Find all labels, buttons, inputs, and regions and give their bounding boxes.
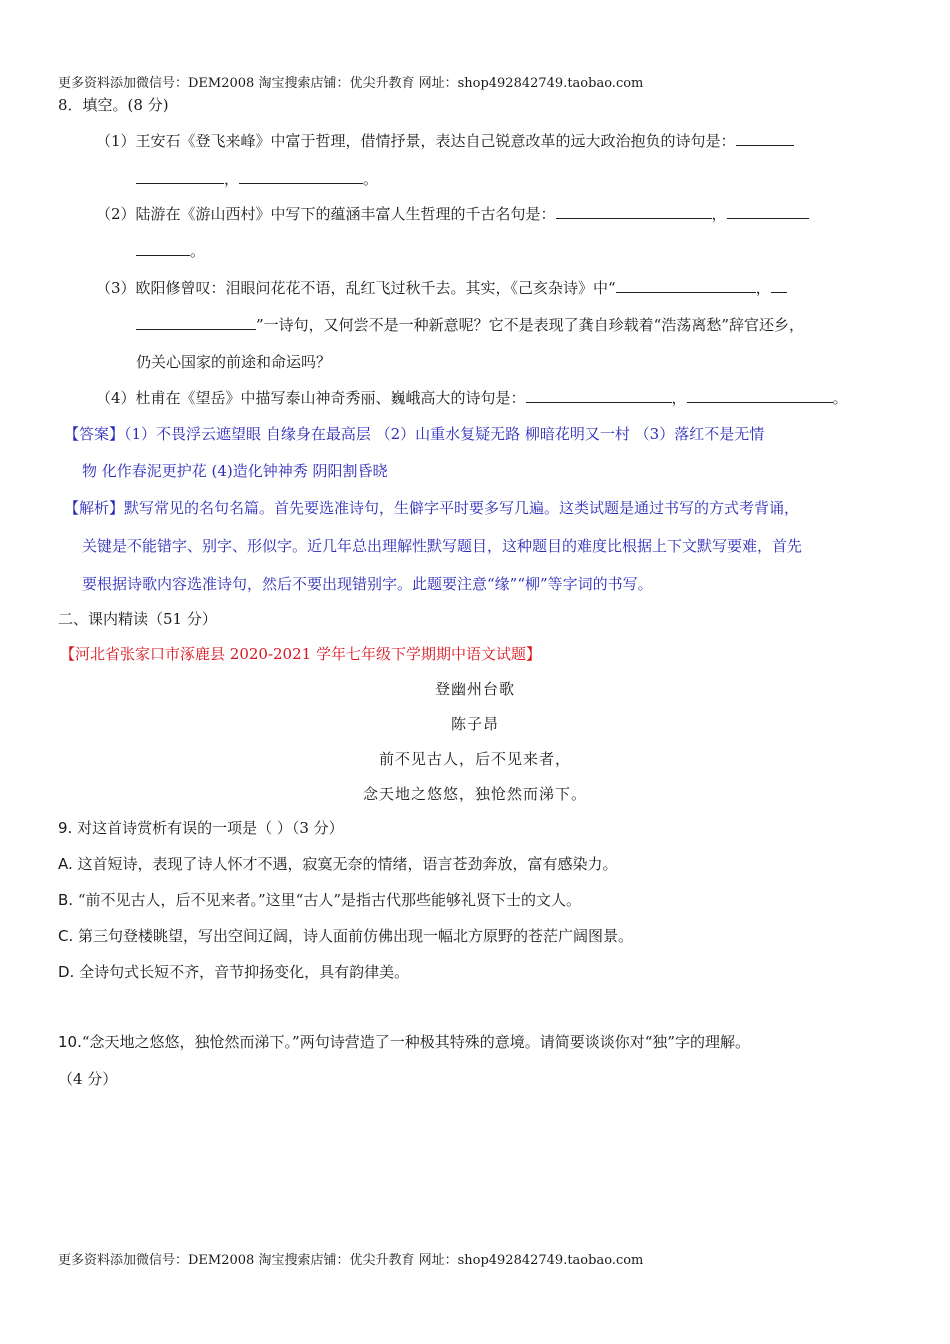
- answer-blank[interactable]: [687, 401, 833, 403]
- q8-title: 8．填空。(8 分): [58, 96, 169, 114]
- q8-p2-text: （2）陆游在《游山西村》中写下的蕴涵丰富人生哲理的千古名句是：: [96, 205, 556, 223]
- q8-p3-line3: 仍关心国家的前途和命运吗？: [136, 353, 332, 371]
- page-header: 更多资料添加微信号：DEM2008 淘宝搜索店铺：优尖升教育 网址：shop492842749.taobao.com: [58, 76, 644, 91]
- answer-blank[interactable]: [771, 291, 787, 293]
- poem-title: 登幽州台歌: [434, 680, 515, 698]
- separator: ，: [224, 170, 240, 188]
- period: 。: [832, 389, 848, 407]
- option-text: “前不见古人，后不见来者。”这里“古人”是指古代那些能够礼贤下士的文人。: [77, 891, 582, 909]
- page-footer: 更多资料添加微信号：DEM2008 淘宝搜索店铺：优尖升教育 网址：shop492842749.taobao.com: [58, 1253, 644, 1268]
- poem-author: 陈子昂: [450, 715, 499, 733]
- separator: ，: [671, 389, 687, 407]
- option-label: C.: [58, 927, 74, 945]
- q8-p2-line1: [96, 203, 809, 224]
- section-title: 二、课内精读（51 分）: [58, 610, 217, 628]
- answer-blank[interactable]: [727, 217, 809, 219]
- separator: ，: [755, 279, 771, 297]
- q9-option-a[interactable]: [58, 853, 618, 874]
- q8-analysis-line2: 关键是不能错字、别字、形似字。近几年总出理解性默写题目，这种题目的难度比根据上下文默写要难，首先: [82, 537, 803, 555]
- q8-p3-line1: [96, 277, 787, 298]
- q9-option-c[interactable]: [58, 925, 633, 946]
- source-label: 【河北省张家口市涿鹿县 2020-2021 学年七年级下学期期中语文试题】: [60, 645, 541, 663]
- q9-stem-text: 对这首诗赏析有误的一项是（ ）（3 分）: [77, 819, 344, 837]
- answer-blank[interactable]: [136, 328, 256, 330]
- q9-option-d[interactable]: [58, 961, 409, 982]
- q8-analysis-line1: 【解析】默写常见的名句名篇。首先要选准诗句，生僻字平时要多写几遍。这类试题是通过书写的方式考背诵，: [64, 499, 800, 517]
- answer-blank[interactable]: [239, 182, 363, 184]
- q8-p4-text: （4）杜甫在《望岳》中描写泰山神奇秀丽、巍峨高大的诗句是：: [96, 389, 526, 407]
- option-label: D.: [58, 963, 75, 981]
- option-text: 这首短诗，表现了诗人怀才不遇，寂寞无奈的情绪，语言苍劲奔放，富有感染力。: [77, 855, 618, 873]
- q8-answer-line1: 【答案】（1）不畏浮云遮望眼 自缘身在最高层 （2）山重水复疑无路 柳暗花明又一村 （3）落红不是无情: [64, 425, 765, 443]
- q8-p3-text: （3）欧阳修曾叹：泪眼问花花不语，乱红飞过秋千去。其实，《己亥杂诗》中“: [96, 279, 616, 297]
- q8-p4-line1: [96, 387, 848, 408]
- period: 。: [363, 170, 379, 188]
- answer-blank[interactable]: [136, 254, 190, 256]
- q8-p2-line2: [136, 240, 205, 261]
- option-label: B.: [58, 891, 74, 909]
- poem-line-1: 前不见古人，后不见来者，: [378, 750, 571, 768]
- q8-analysis-line3: 要根据诗歌内容选准诗句，然后不要出现错别字。此题要注意“缘”“柳”等字词的书写。: [82, 575, 653, 593]
- answer-blank[interactable]: [136, 182, 224, 184]
- answer-blank[interactable]: [556, 217, 712, 219]
- option-text: 全诗句式长短不齐，音节抑扬变化，具有韵律美。: [79, 963, 410, 981]
- poem-line-2: 念天地之悠悠，独怆然而涕下。: [362, 785, 587, 803]
- q8-p1-line1: [96, 130, 794, 151]
- q9-stem: [58, 817, 344, 838]
- q10-stem-text: “念天地之悠悠，独怆然而涕下。”两句诗营造了一种极其特殊的意境。请简要谈谈你对“独”字的理解。: [81, 1033, 751, 1051]
- q9-option-b[interactable]: [58, 889, 581, 910]
- answer-blank[interactable]: [526, 401, 672, 403]
- q10-score: （4 分）: [58, 1070, 118, 1088]
- option-label: A.: [58, 855, 73, 873]
- answer-blank[interactable]: [736, 144, 794, 146]
- period: 。: [190, 242, 206, 260]
- q9-number: 9.: [58, 819, 73, 837]
- option-text: 第三句登楼眺望，写出空间辽阔，诗人面前仿佛出现一幅北方原野的苍茫广阔图景。: [78, 927, 634, 945]
- q8-p3-text-2: ”一诗句，又何尝不是一种新意呢？它不是表现了龚自珍载着“浩荡离愁”辞官还乡，: [256, 316, 805, 334]
- separator: ，: [711, 205, 727, 223]
- q8-p1-text: （1）王安石《登飞来峰》中富于哲理，借情抒景，表达自己锐意改革的远大政治抱负的诗句是：: [96, 132, 736, 150]
- q8-answer-line2: 物 化作春泥更护花 (4)造化钟神秀 阴阳割昏晓: [82, 462, 388, 480]
- q8-p3-line2: [136, 314, 804, 335]
- q8-p1-line2: [136, 168, 378, 189]
- answer-blank[interactable]: [616, 291, 756, 293]
- q10-number: 10.: [58, 1033, 82, 1051]
- q10-stem: [58, 1031, 750, 1052]
